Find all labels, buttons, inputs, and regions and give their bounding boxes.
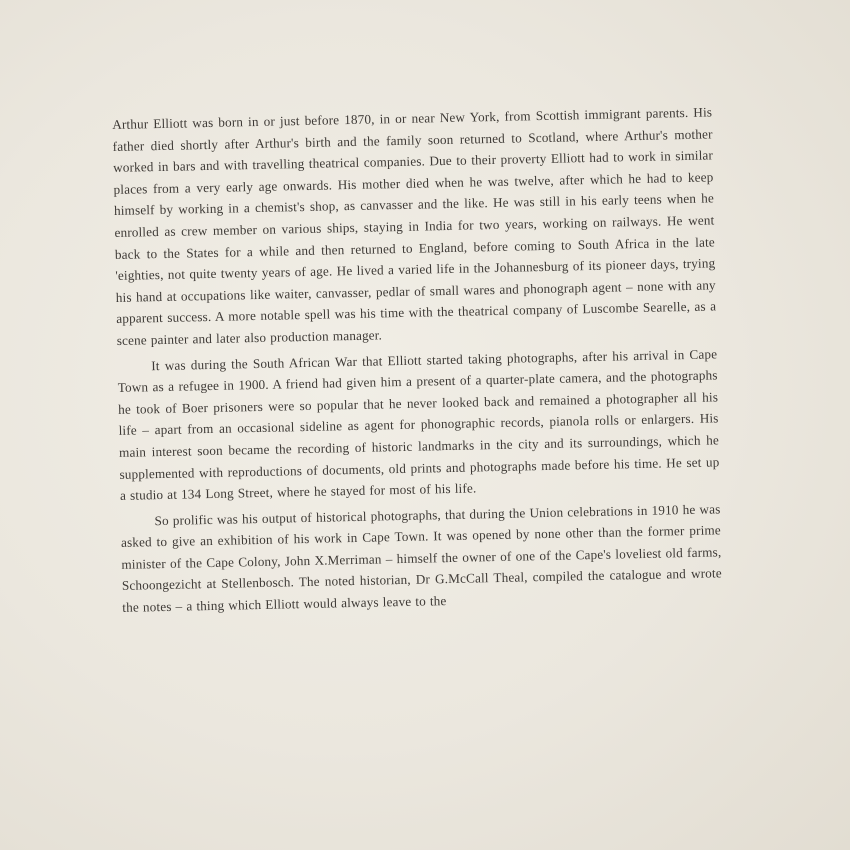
paragraph-exhibition: So prolific was his output of historical photographs, that during the Union celebrations in 1910 he was asked to give an exhibition of his work in Cape Town. It was opened by none other than the former prime minister of the Cape Colony, John X.Merriman – himself the owner of one of the Cape's loveliest old farms, Schoongezicht at Stellenbosch. The noted historian, Dr G.McCall Theal, compiled the catalogue and wrote the notes – a thing which Elliott would always leave to the — [120, 501, 722, 615]
body-text — [112, 101, 722, 618]
paragraph-photography: It was during the South African War that Elliott started taking photographs, after his arrival in Cape Town as a refugee in 1900. A friend had given him a present of a quarter-plate camera, and the photographs he took of Boer prisoners were so popular that he never looked back and remained a photographer all his life – apart from an occasional sideline as agent for phonographic records, pianola rolls or enlargers. His main interest soon became the recording of historic landmarks in the city and its surroundings, which he supplemented with reproductions of documents, old prints and photographs made before his time. He set up a studio at 134 Long Street, where he stayed for most of his life. — [117, 345, 720, 504]
paragraph-biography: Arthur Elliott was born in or just before 1870, in or near New York, from Scottish immigrant parents. His father died shortly after Arthur's birth and the family soon returned to Scotland, where Arthur's mother worked in bars and with travelling theatrical companies. Due to their proverty Elliott had to work in similar places from a very early age onwards. His mother died when he was twelve, after which he had to keep himself by working in a chemist's shop, as canvasser and the like. He was still in his early teens when he enrolled as crew member on various ships, staying in India for two years, working on railways. He went back to the States for a while and then returned to England, before coming to South Africa in the late 'eighties, not quite twenty years of age. He lived a varied life in the Johannesburg of its pioneer days, trying his hand at occupations like waiter, canvasser, pedlar of small wares and phonograph agent – none with any apparent success. A more notable spell was his time with the theatrical company of Luscombe Searelle, as a scene painter and later also production manager. — [112, 104, 717, 348]
